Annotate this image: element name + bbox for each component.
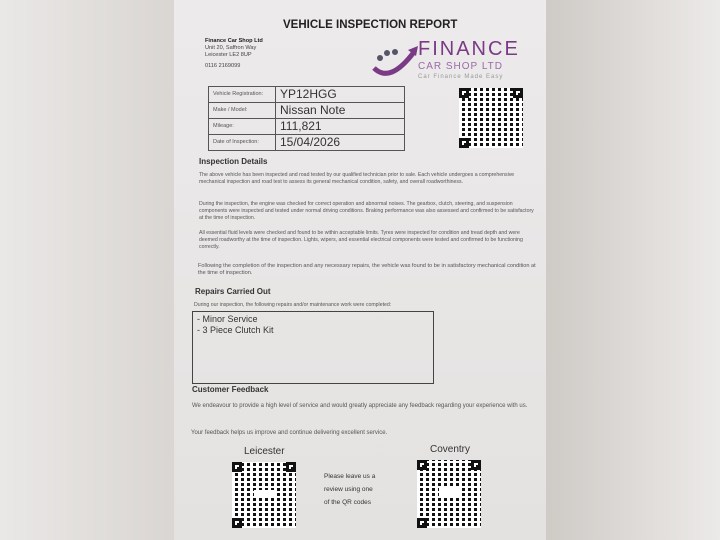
logo-tagline: Car Finance Made Easy — [418, 74, 504, 80]
inspection-paragraph: During the inspection, the engine was checked for correct operation and abnormal noises. The gearbox, clutch, steering, and suspension components were inspected and tested under normal driving conditions. Braking performance was also assessed and confirmed to be satisfactory at the time of inspection. — [199, 201, 534, 222]
company-address — [205, 38, 263, 70]
inspection-report-page — [174, 0, 546, 540]
repairs-heading: Repairs Carried Out — [195, 287, 271, 296]
model-label: Make / Model: — [209, 103, 276, 119]
feedback-text: We endeavour to provide a high level of service and would greatly appreciate any feedback regarding your experience with us. — [192, 403, 528, 409]
mileage-label: Mileage: — [209, 119, 276, 135]
table-row — [209, 119, 405, 135]
coventry-qr-code-icon[interactable] — [417, 460, 481, 528]
report-title: VEHICLE INSPECTION REPORT — [283, 19, 458, 31]
logo-text: FINANCE — [418, 38, 520, 60]
logo-arrow-icon — [370, 44, 420, 80]
coventry-label: Coventry — [430, 444, 471, 455]
qr-instruction-line: Please leave us a — [324, 473, 376, 480]
company-name: Finance Car Shop Ltd — [205, 38, 263, 44]
logo-subtext: CAR SHOP LTD — [418, 61, 503, 72]
feedback-heading: Customer Feedback — [192, 385, 269, 394]
leicester-qr-code-icon[interactable] — [232, 462, 296, 528]
table-row — [209, 87, 405, 103]
leicester-label: Leicester — [244, 446, 285, 457]
qr-code-icon — [459, 88, 523, 148]
date-label: Date of Inspection: — [209, 135, 276, 151]
repairs-intro: During our inspection, the following repairs and/or maintenance work were completed: — [194, 302, 392, 308]
inspection-paragraph: Following the completion of the inspection and any necessary repairs, the vehicle was found to be in satisfactory mechanical condition at the time of inspection. — [198, 263, 536, 277]
repairs-box — [192, 311, 434, 384]
table-row — [209, 135, 405, 151]
company-phone: 0116 2169099 — [205, 63, 241, 69]
registration-value: YP12HGG — [276, 87, 405, 103]
qr-instruction-line: of the QR codes — [324, 499, 371, 506]
inspection-heading: Inspection Details — [199, 157, 268, 166]
date-value: 15/04/2026 — [276, 135, 405, 151]
qr-instructions — [324, 470, 375, 509]
model-value: Nissan Note — [276, 103, 405, 119]
repair-item: - 3 Piece Clutch Kit — [197, 325, 274, 335]
address-line-1: Unit 20, Saffron Way — [205, 45, 257, 51]
address-line-2: Leicester LE2 8UP — [205, 52, 252, 58]
inspection-paragraph: The above vehicle has been inspected and road tested by our qualified technician prior to sale. Each vehicle undergoes a comprehensive mechanical inspection and road test to assess its general mechanical condition, safety, and overall roadworthiness. — [199, 172, 515, 186]
inspection-paragraph: All essential fluid levels were checked and found to be within acceptable limits. Tyres were inspected for condition and tread depth and were deemed roadworthy at the time of inspection. Lights, wipers, and essential electrical components were tested and confirmed to be functioning correctly. — [199, 230, 523, 251]
company-logo — [370, 38, 540, 84]
mileage-value: 111,821 — [276, 119, 405, 135]
registration-label: Vehicle Registration: — [209, 87, 276, 103]
vehicle-details-table — [208, 86, 405, 151]
feedback-text: Your feedback helps us improve and continue delivering excellent service. — [191, 430, 388, 436]
qr-instruction-line: review using one — [324, 486, 373, 493]
table-row — [209, 103, 405, 119]
repair-item: - Minor Service — [197, 314, 258, 324]
